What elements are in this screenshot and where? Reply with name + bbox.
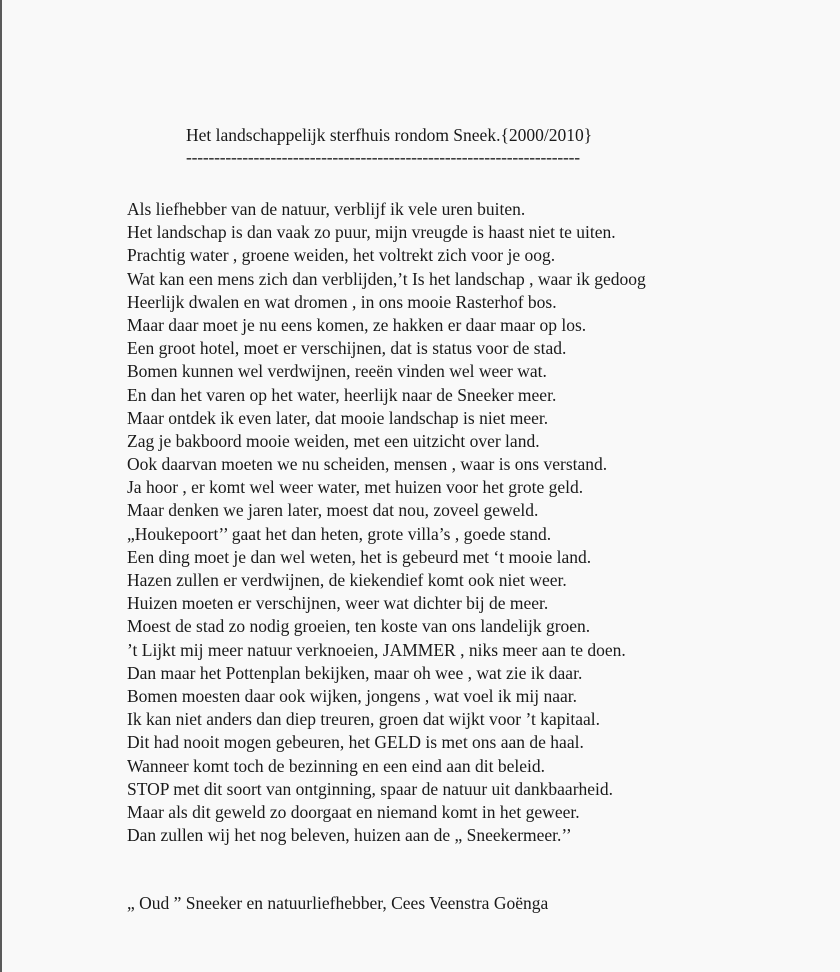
poem-line: Maar als dit geweld zo doorgaat en niemand komt in het geweer. (127, 801, 580, 822)
poem-line: Maar ontdek ik even later, dat mooie landschap is niet meer. (127, 407, 549, 428)
poem-line: Wanneer komt toch de bezinning en een eind aan dit beleid. (127, 755, 545, 776)
poem-title: Het landschappelijk sterfhuis rondom Sneek.{2000/2010} (186, 125, 593, 145)
poem-line: Ja hoor , er komt wel weer water, met huizen voor het grote geld. (127, 477, 584, 498)
poem-line: Maar daar moet je nu eens komen, ze hakken er daar maar op los. (127, 314, 587, 335)
author-signature: „ Oud ” Sneeker en natuurliefhebber, Cees Veenstra Goënga (127, 893, 549, 913)
poem-line: Maar denken we jaren later, moest dat nou, zoveel geweld. (127, 500, 539, 521)
poem-line: Een ding moet je dan wel weten, het is gebeurd met ‘t mooie land. (127, 546, 592, 567)
title-underline-rule: ---------------------------------------------------------------------- (186, 147, 580, 167)
poem-line: Wat kan een mens zich dan verblijden,’t Is het landschap , waar ik gedoog (127, 268, 646, 289)
poem-line: Moest de stad zo nodig groeien, ten koste van ons landelijk groen. (127, 616, 591, 637)
poem-line: Huizen moeten er verschijnen, weer wat dichter bij de meer. (127, 593, 549, 614)
poem-line: Als liefhebber van de natuur, verblijf ik vele uren buiten. (127, 199, 526, 219)
poem-line: Een groot hotel, moet er verschijnen, dat is status voor de stad. (127, 338, 567, 359)
poem-line: Hazen zullen er verdwijnen, de kiekendief komt ook niet weer. (127, 570, 567, 590)
poem-line: Ik kan niet anders dan diep treuren, groen dat wijkt voor ’t kapitaal. (127, 709, 600, 730)
poem-body (127, 198, 646, 847)
poem-line: Dan maar het Pottenplan bekijken, maar oh wee , wat zie ik daar. (127, 662, 583, 683)
page-edge-line (0, 0, 2, 972)
poem-line: Dan zullen wij het nog beleven, huizen aan de „ Sneekermeer.’’ (127, 825, 572, 846)
poem-line: Ook daarvan moeten we nu scheiden, mensen , waar is ons verstand. (127, 454, 608, 475)
poem-line: STOP met dit soort van ontginning, spaar de natuur uit dankbaarheid. (127, 778, 614, 799)
poem-line: Bomen moesten daar ook wijken, jongens , wat voel ik mij naar. (127, 685, 578, 706)
poem-line: Bomen kunnen wel verdwijnen, reeën vinden wel weer wat. (127, 361, 547, 382)
poem-line: „Houkepoort’’ gaat het dan heten, grote villa’s , goede stand. (127, 523, 552, 544)
poem-line: Heerlijk dwalen en wat dromen , in ons mooie Rasterhof bos. (127, 291, 557, 312)
poem-line: Dit had nooit mogen gebeuren, het GELD is met ons aan de haal. (127, 732, 584, 753)
poem-line: Prachtig water , groene weiden, het voltrekt zich voor je oog. (127, 245, 556, 266)
poem-line: ’t Lijkt mij meer natuur verknoeien, JAMMER , niks meer aan te doen. (127, 639, 626, 660)
poem-line: Zag je bakboord mooie weiden, met een uitzicht over land. (127, 430, 540, 451)
poem-line: En dan het varen op het water, heerlijk naar de Sneeker meer. (127, 384, 557, 405)
poem-line: Het landschap is dan vaak zo puur, mijn vreugde is haast niet te uiten. (127, 222, 616, 243)
